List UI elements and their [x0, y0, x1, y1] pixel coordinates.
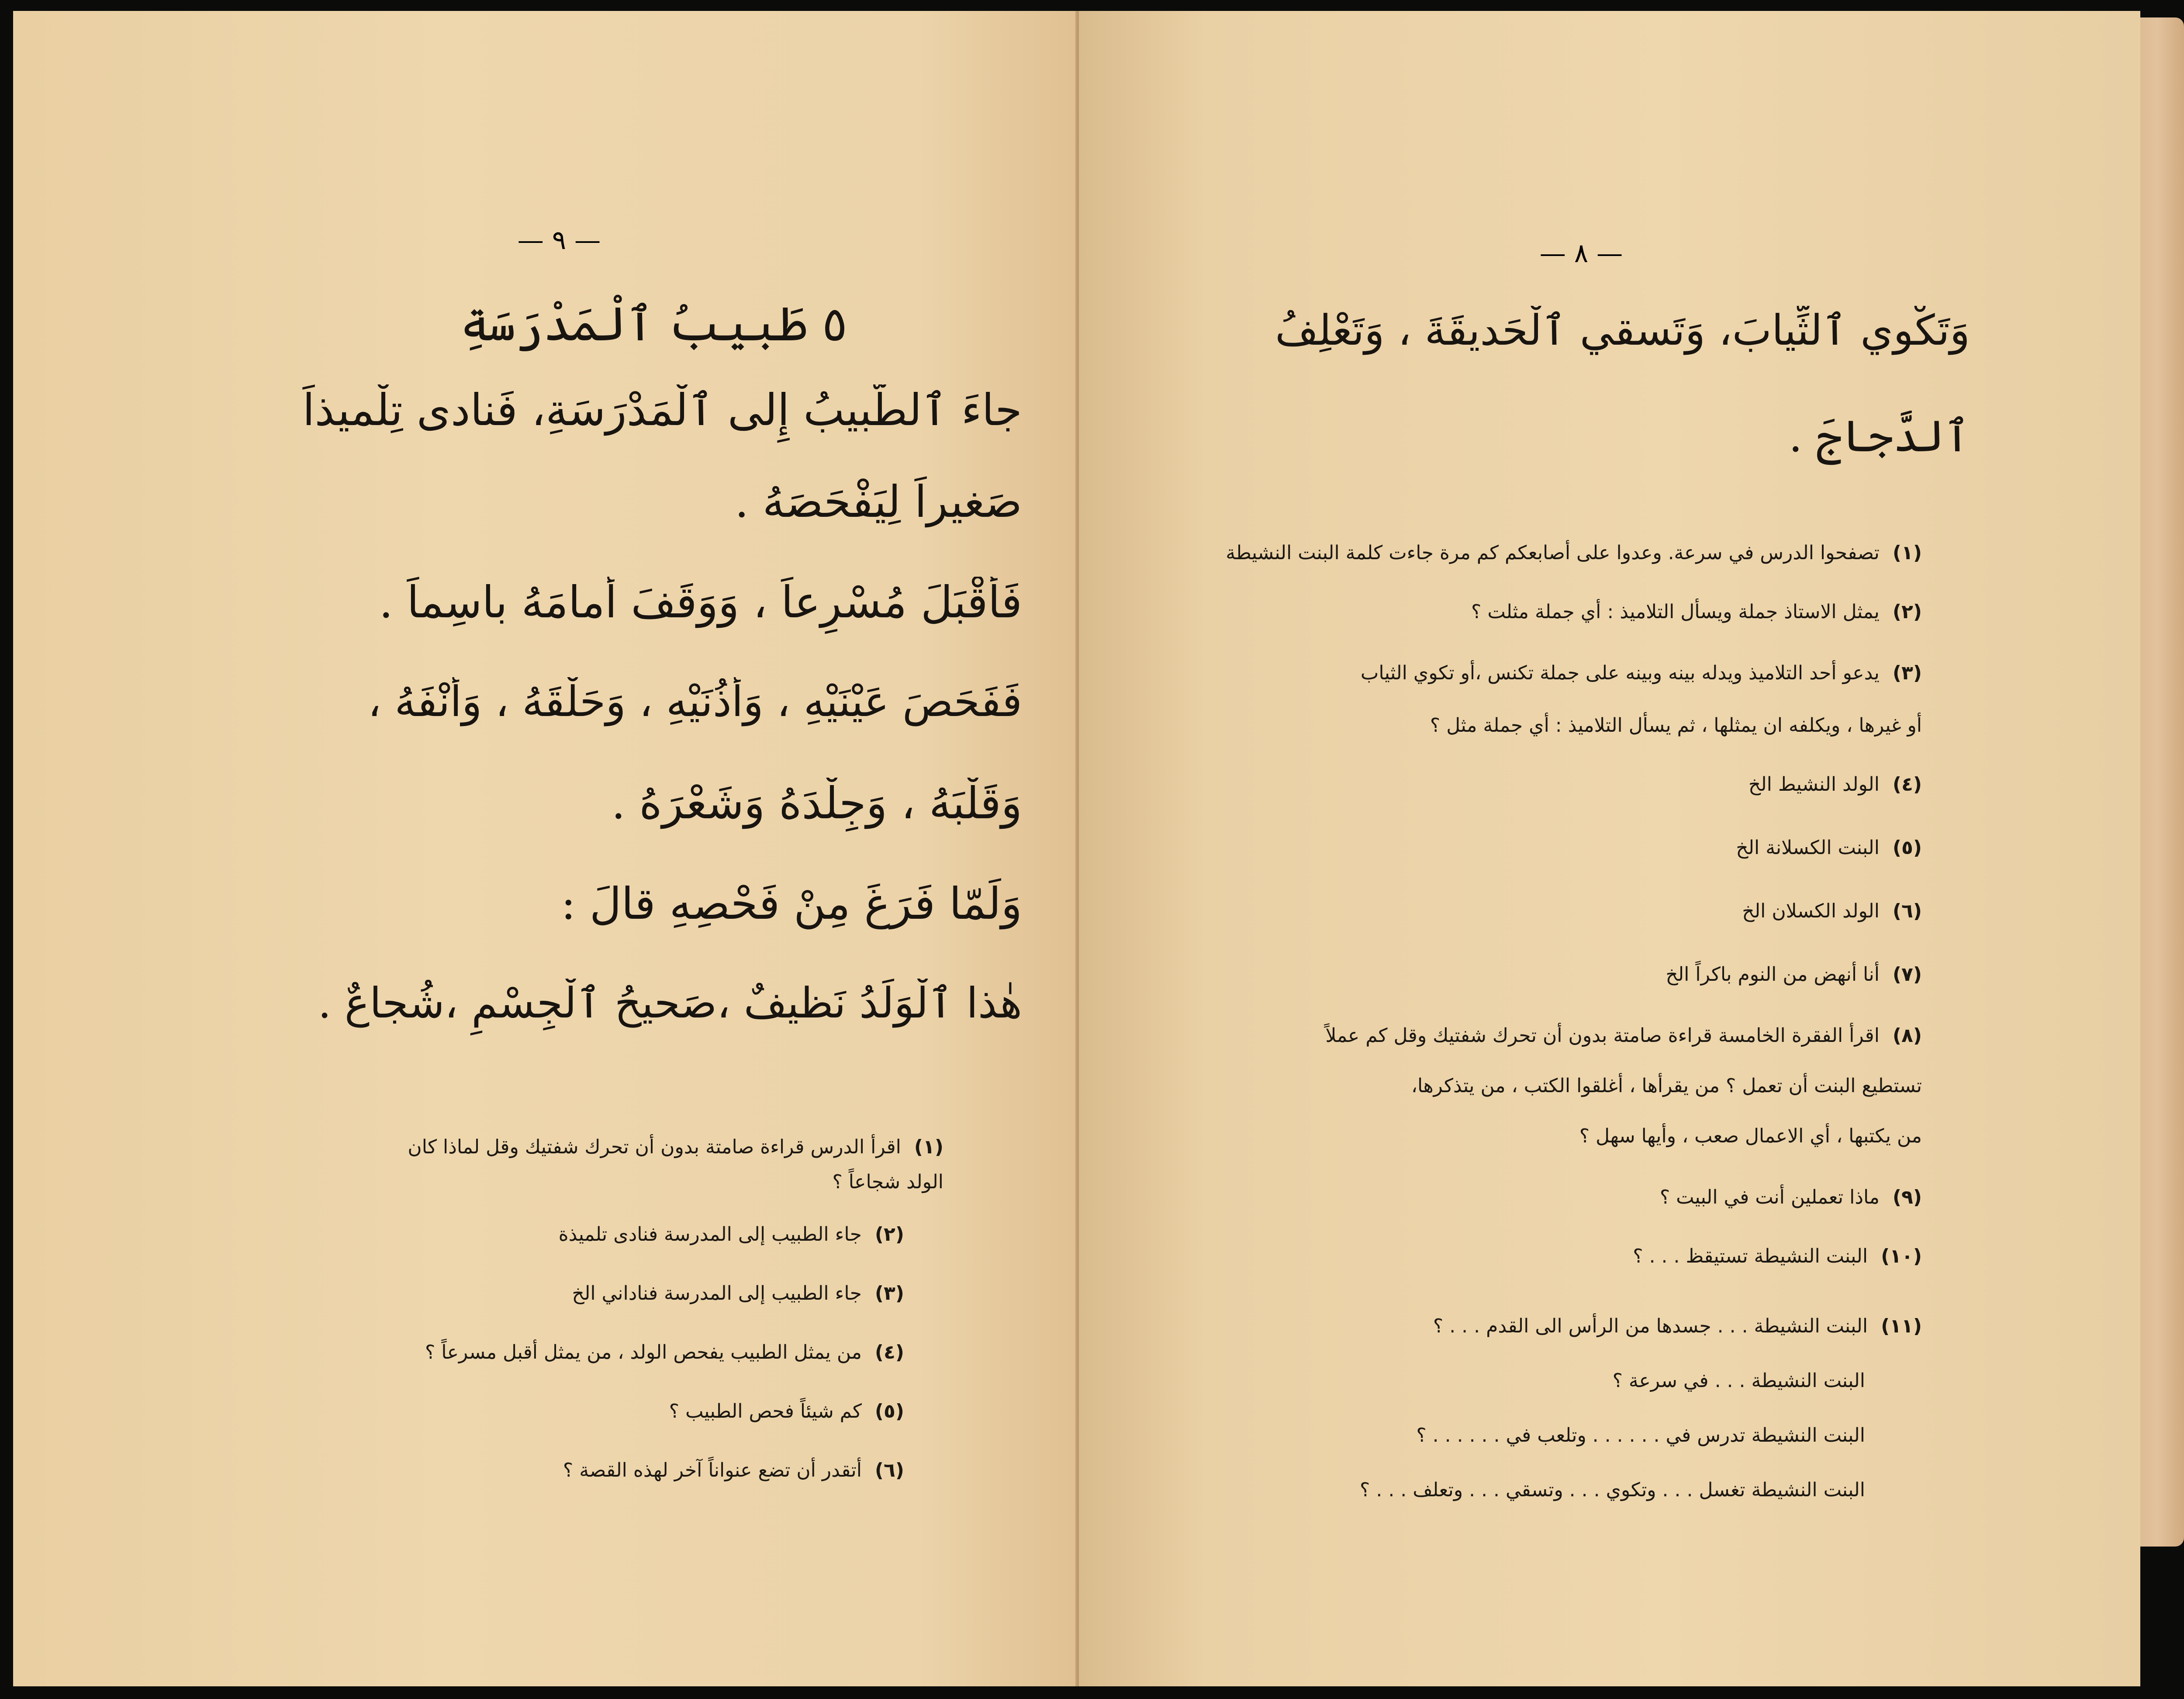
- exercise-item: [144, 1136, 943, 1171]
- exercise-item: [1179, 662, 1922, 714]
- exercise-text: الولد شجاعاً ؟: [832, 1171, 943, 1193]
- left-story: [131, 384, 1022, 1066]
- exercise-number: (١٠): [1881, 1245, 1922, 1267]
- exercise-text: أنا أنهض من النوم باكراً الخ: [1666, 963, 1880, 986]
- exercise-text: الولد النشيط الخ: [1748, 773, 1880, 796]
- exercise-number: (٢): [1892, 601, 1922, 623]
- exercise-item: [1179, 542, 1922, 601]
- exercise-text: البنت الكسلانة الخ: [1736, 837, 1880, 859]
- exercise-number: (٦): [874, 1459, 904, 1481]
- exercise-text: تستطيع البنت أن تعمل ؟ من يقرأها ، أغلقوا الكتب ، من يتذكرها،: [1411, 1075, 1922, 1097]
- exercise-text: البنت النشيطة . . . في سرعة ؟: [1612, 1370, 1865, 1392]
- exercise-number: (٨): [1892, 1024, 1922, 1047]
- exercise-number: (٥): [874, 1400, 904, 1422]
- exercise-item: [1179, 837, 1922, 900]
- exercise-item: [1179, 900, 1922, 963]
- lesson-title: ٥ طَبيبُ ٱلْمَدْرَسَةِ: [460, 297, 847, 352]
- exercise-item: [144, 1400, 943, 1459]
- exercise-item: [1179, 1024, 1922, 1075]
- exercise-text: من يكتبها ، أي الاعمال صعب ، وأيها سهل ؟: [1579, 1125, 1922, 1147]
- exercise-number: (٤): [1892, 773, 1922, 796]
- exercise-text: أو غيرها ، ويكلفه ان يمثلها ، ثم يسأل التلاميذ : أي جملة مثل ؟: [1430, 714, 1922, 737]
- exercise-item: [1179, 1315, 1922, 1370]
- exercise-text: البنت النشيطة . . . جسدها من الرأس الى القدم . . . ؟: [1433, 1315, 1868, 1337]
- exercise-text: يمثل الاستاذ جملة ويسأل التلاميذ : أي جملة مثلت ؟: [1471, 601, 1880, 623]
- right-story: [1201, 306, 1970, 507]
- exercise-number: (٤): [874, 1341, 904, 1363]
- exercise-item: [144, 1341, 943, 1400]
- right-exercises: [1179, 542, 1922, 1533]
- exercise-text: البنت النشيطة تستيقظ . . . ؟: [1633, 1245, 1868, 1267]
- exercise-number: (١١): [1881, 1315, 1922, 1337]
- left-exercises: [144, 1136, 943, 1518]
- exercise-number: (٣): [1892, 662, 1922, 684]
- left-page-number: — ٩ —: [517, 225, 601, 256]
- story-line: وَلَمّا فَرَغَ مِنْ فَحْصِهِ قالَ :: [561, 878, 1022, 929]
- exercise-text: كم شيئاً فحص الطبيب ؟: [669, 1400, 862, 1422]
- exercise-continuation: [144, 1171, 943, 1223]
- exercise-number: (٢): [874, 1223, 904, 1246]
- exercise-text: اقرأ الدرس قراءة صامتة بدون أن تحرك شفتيك وقل لماذا كان: [408, 1136, 901, 1158]
- exercise-text: الولد الكسلان الخ: [1742, 900, 1880, 922]
- exercise-continuation: [1179, 1424, 1922, 1479]
- exercise-text: أتقدر أن تضع عنواناً آخر لهذه القصة ؟: [563, 1459, 862, 1481]
- exercise-text: ماذا تعملين أنت في البيت ؟: [1659, 1186, 1880, 1208]
- exercise-item: [144, 1282, 943, 1341]
- exercise-number: (١): [1892, 542, 1922, 564]
- story-line: جاءَ ٱلطَّبيبُ إِلى ٱلْمَدْرَسَةِ، فَنادى تِلْميذاً: [302, 384, 1022, 436]
- story-line: ٱلدَّجاجَ .: [1788, 411, 1970, 462]
- exercise-text: جاء الطبيب إلى المدرسة فناداني الخ: [572, 1282, 862, 1305]
- exercise-item: [144, 1223, 943, 1282]
- story-line: فَأَقْبَلَ مُسْرِعاً ، وَوَقَفَ أَمامَهُ باسِماً .: [379, 577, 1022, 628]
- exercise-item: [1179, 773, 1922, 837]
- exercise-number: (٦): [1892, 900, 1922, 922]
- exercise-text: البنت النشيطة تدرس في . . . . . . وتلعب في . . . . . . ؟: [1416, 1424, 1865, 1446]
- exercise-text: من يمثل الطبيب يفحص الولد ، من يمثل أقبل مسرعاً ؟: [425, 1341, 862, 1363]
- exercise-item: [1179, 601, 1922, 662]
- story-line: فَفَحَصَ عَيْنَيْهِ ، وَأُذُنَيْهِ ، وَحَلْقَهُ ، وَأَنْفَهُ ،: [368, 677, 1022, 726]
- exercise-number: (٥): [1892, 837, 1922, 859]
- right-page-number: — ٨ —: [1539, 238, 1623, 269]
- exercise-item: [1179, 1245, 1922, 1315]
- exercise-text: يدعو أحد التلاميذ ويدله بينه وبينه على جملة تكنس ،أو تكوي الثياب: [1360, 662, 1880, 684]
- story-line: صَغيراً لِيَفْحَصَهُ .: [735, 476, 1022, 527]
- exercise-number: (٣): [874, 1282, 904, 1305]
- exercise-item: [144, 1459, 943, 1518]
- exercise-text: تصفحوا الدرس في سرعة. وعدوا على أصابعكم كم مرة جاءت كلمة البنت النشيطة: [1226, 542, 1880, 564]
- story-line: وَقَلْبَهُ ، وَجِلْدَهُ وَشَعْرَهُ .: [611, 778, 1022, 829]
- exercise-text: البنت النشيطة تغسل . . . وتكوي . . . وتسقي . . . وتعلف . . . ؟: [1360, 1479, 1865, 1501]
- exercise-continuation: [1179, 1370, 1922, 1424]
- story-line: هٰذا ٱلْوَلَدُ نَظيفٌ ،صَحيحُ ٱلْجِسْمِ ،شُجاعٌ .: [318, 979, 1022, 1028]
- exercise-continuation: [1179, 714, 1922, 773]
- exercise-continuation: [1179, 1075, 1922, 1125]
- exercise-continuation: [1179, 1479, 1922, 1533]
- exercise-continuation: [1179, 1125, 1922, 1186]
- exercise-number: (٩): [1892, 1186, 1922, 1208]
- exercise-text: جاء الطبيب إلى المدرسة فنادى تلميذة: [558, 1223, 862, 1246]
- exercise-item: [1179, 963, 1922, 1024]
- exercise-number: (٧): [1892, 963, 1922, 986]
- exercise-item: [1179, 1186, 1922, 1245]
- exercise-text: اقرأ الفقرة الخامسة قراءة صامتة بدون أن تحرك شفتيك وقل كم عملاً: [1325, 1024, 1880, 1047]
- story-line: وَتَكْوي ٱلثِّيابَ، وَتَسقي ٱلْحَديقَةَ ، وَتَعْلِفُ: [1275, 306, 1970, 355]
- exercise-number: (١): [914, 1136, 943, 1158]
